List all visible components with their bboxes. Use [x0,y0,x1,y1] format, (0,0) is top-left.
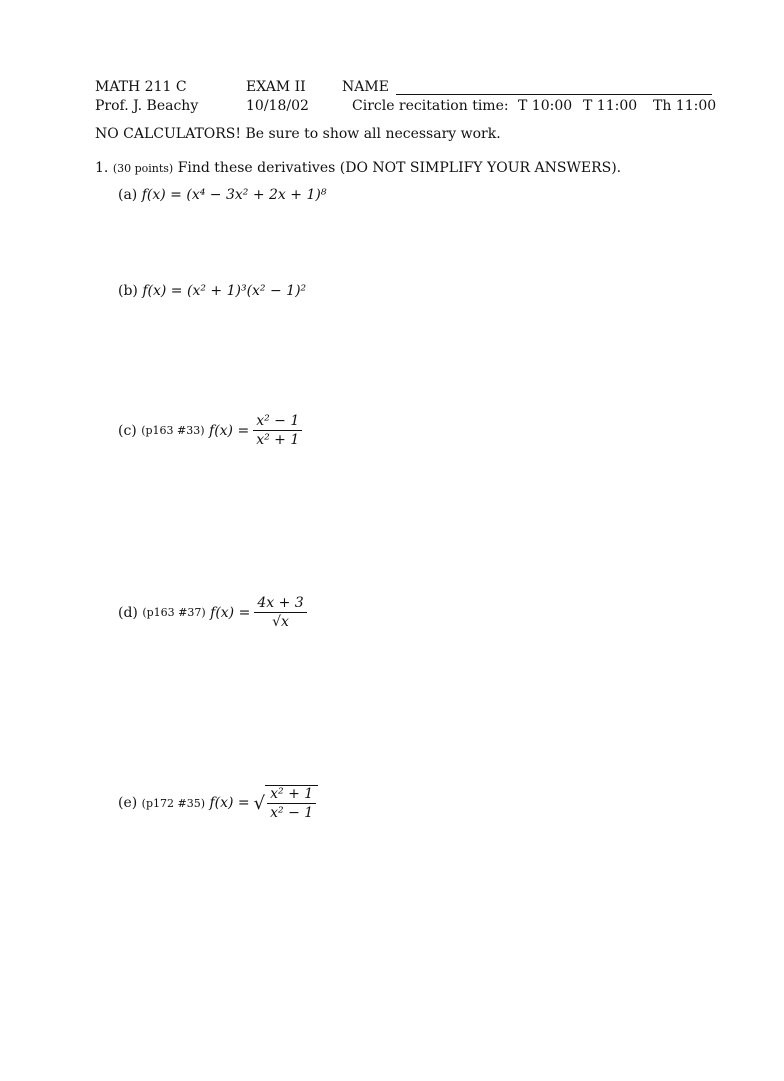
part-a-expression: (x⁴ − 3x² + 2x + 1)⁸ [186,187,327,203]
recitation-time-3: Th 11:00 [653,98,717,114]
part-c [118,413,302,448]
part-a-lhs: f(x) = [141,187,182,203]
part-c-fraction [253,413,302,448]
exam-label: EXAM II [246,79,306,95]
part-e-lhs: f(x) = [209,795,250,811]
part-b-label: (b) [118,283,138,299]
instructor-label: Prof. J. Beachy [95,98,199,114]
part-d-numerator: 4x + 3 [254,595,306,613]
part-e-ref: (p172 #35) [141,796,206,810]
exam-date: 10/18/02 [246,98,309,114]
name-label: NAME [342,79,389,95]
part-e-denominator: x² − 1 [270,805,314,821]
part-c-label: (c) [118,422,137,439]
part-a [118,187,326,203]
sqrt-icon: √ [253,792,266,814]
part-c-numerator: x² − 1 [253,413,302,431]
part-b-lhs: f(x) = [142,283,183,299]
name-field-line [396,94,712,95]
part-d-label: (d) [118,604,138,621]
part-a-label: (a) [118,187,138,203]
problem-points: (30 points) [112,161,174,175]
instructions: NO CALCULATORS! Be sure to show all necessary work. [95,126,501,142]
recitation-time-1: T 10:00 [518,98,573,114]
part-d-fraction [254,595,306,630]
part-d-denominator: √x [272,614,289,630]
part-d-lhs: f(x) = [210,604,251,621]
course-label: MATH 211 C [95,79,187,95]
problem-1-heading [95,160,621,176]
recitation-label: Circle recitation time: [352,98,509,114]
problem-number: 1. [95,160,109,176]
part-b-expression: (x² + 1)³(x² − 1)² [186,283,307,299]
part-e-radicand [265,785,318,821]
part-d [118,595,307,630]
part-c-ref: (p163 #33) [141,424,205,437]
part-c-denominator: x² + 1 [256,432,300,448]
part-e-numerator: x² + 1 [267,786,316,804]
part-e-fraction [267,786,316,821]
problem-prompt: Find these derivatives (DO NOT SIMPLIFY YOUR ANSWERS). [177,160,622,176]
part-e [118,785,318,821]
part-d-ref: (p163 #37) [142,606,206,619]
part-e-label: (e) [118,795,138,811]
part-c-lhs: f(x) = [209,422,250,439]
recitation-time-2: T 11:00 [583,98,638,114]
part-b [118,283,306,299]
